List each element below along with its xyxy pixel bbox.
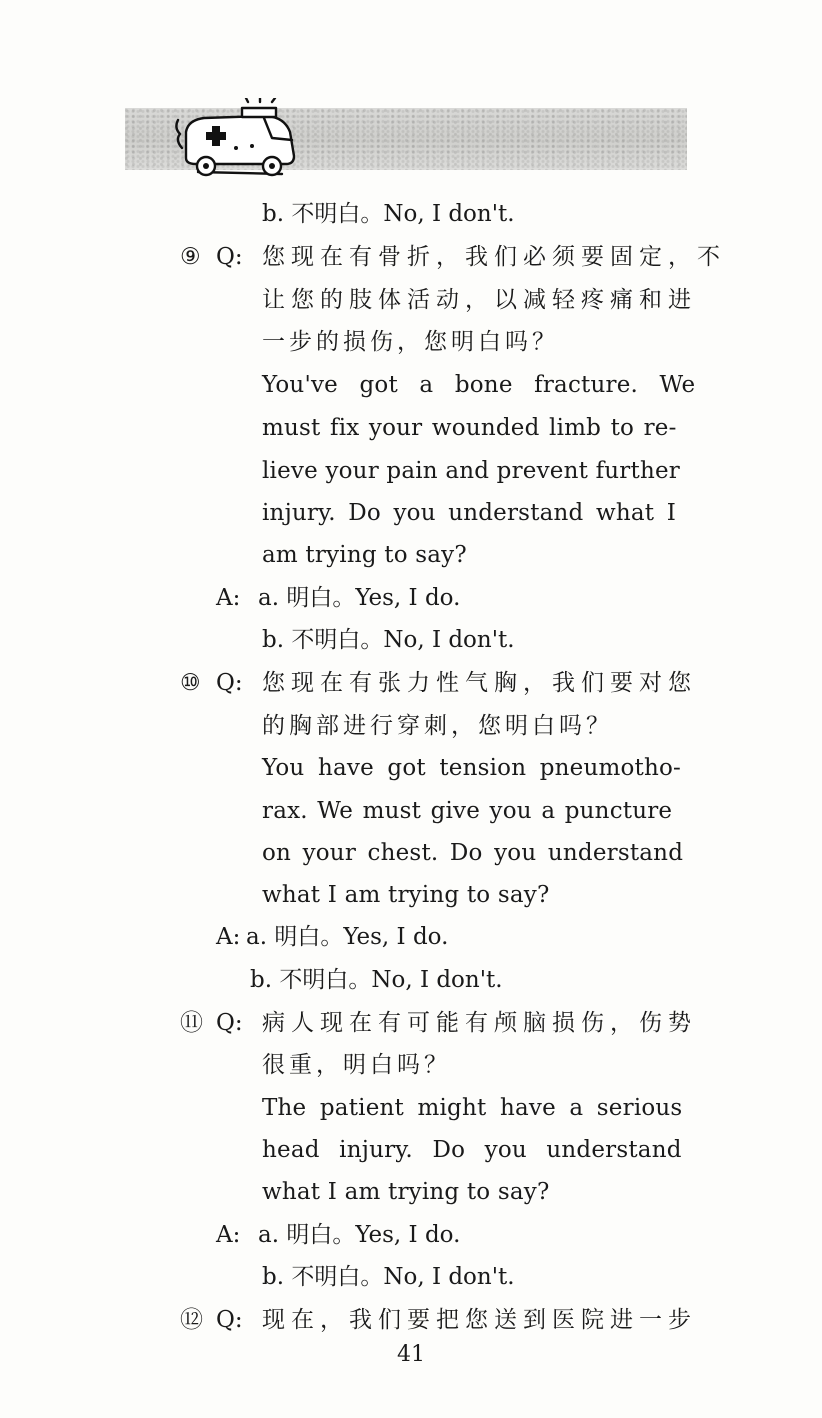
prev-answer-b: b. 不明白。No, I don't. [262,201,515,227]
q10-zh-line-1: 您现在有张力性气胸，我们要对您 [262,670,697,696]
page-number: 41 [397,1342,425,1367]
q9-zh-line-1: 您现在有骨折，我们必须要固定，不 [262,244,726,270]
item-number-11: ⑪ [180,1010,203,1036]
q9-answer-b: b. 不明白。No, I don't. [262,627,515,653]
q9-en-line-3: lieve your pain and prevent further [262,458,680,484]
question-label: Q: [216,670,243,696]
question-label: Q: [216,1307,243,1333]
item-number-10: ⑩ [180,670,201,696]
answer-label: A: [216,1222,241,1248]
q9-en-line-1: You've got a bone fracture. We [262,372,696,398]
q11-en-line-2: head injury. Do you understand [262,1137,682,1163]
q12-zh-line-1: 现在，我们要把您送到医院进一步 [262,1307,697,1333]
question-label: Q: [216,1010,243,1036]
question-label: Q: [216,244,243,270]
q10-en-line-2: rax. We must give you a puncture [262,798,673,824]
q11-zh-line-2: 很重，明白吗？ [262,1052,451,1078]
item-number-9: ⑨ [180,244,201,270]
q9-zh-line-2: 让您的肢体活动，以减轻疼痛和进 [262,287,697,313]
ambulance-icon [172,98,302,184]
q9-zh-line-3: 一步的损伤，您明白吗？ [262,329,559,355]
q10-answer-a: a. 明白。Yes, I do. [246,924,449,950]
q9-en-line-4: injury. Do you understand what I [262,500,677,526]
q10-zh-line-2: 的胸部进行穿刺，您明白吗？ [262,713,613,739]
q11-answer-a: a. 明白。Yes, I do. [258,1222,461,1248]
q10-en-line-4: what I am trying to say? [262,882,550,908]
answer-label: A: [216,585,241,611]
q9-en-line-5: am trying to say? [262,542,467,568]
q9-en-line-2: must fix your wounded limb to re- [262,415,677,441]
q11-zh-line-1: 病人现在有可能有颅脑损伤，伤势 [262,1010,697,1036]
q10-answer-b: b. 不明白。No, I don't. [250,967,503,993]
q11-answer-b: b. 不明白。No, I don't. [262,1264,515,1290]
q9-answer-a: a. 明白。Yes, I do. [258,585,461,611]
item-number-12: ⑫ [180,1307,203,1333]
q10-en-line-1: You have got tension pneumotho- [262,755,682,781]
q10-en-line-3: on your chest. Do you understand [262,840,684,866]
q11-en-line-1: The patient might have a serious [262,1095,683,1121]
q11-en-line-3: what I am trying to say? [262,1179,550,1205]
answer-label: A: [216,924,241,950]
